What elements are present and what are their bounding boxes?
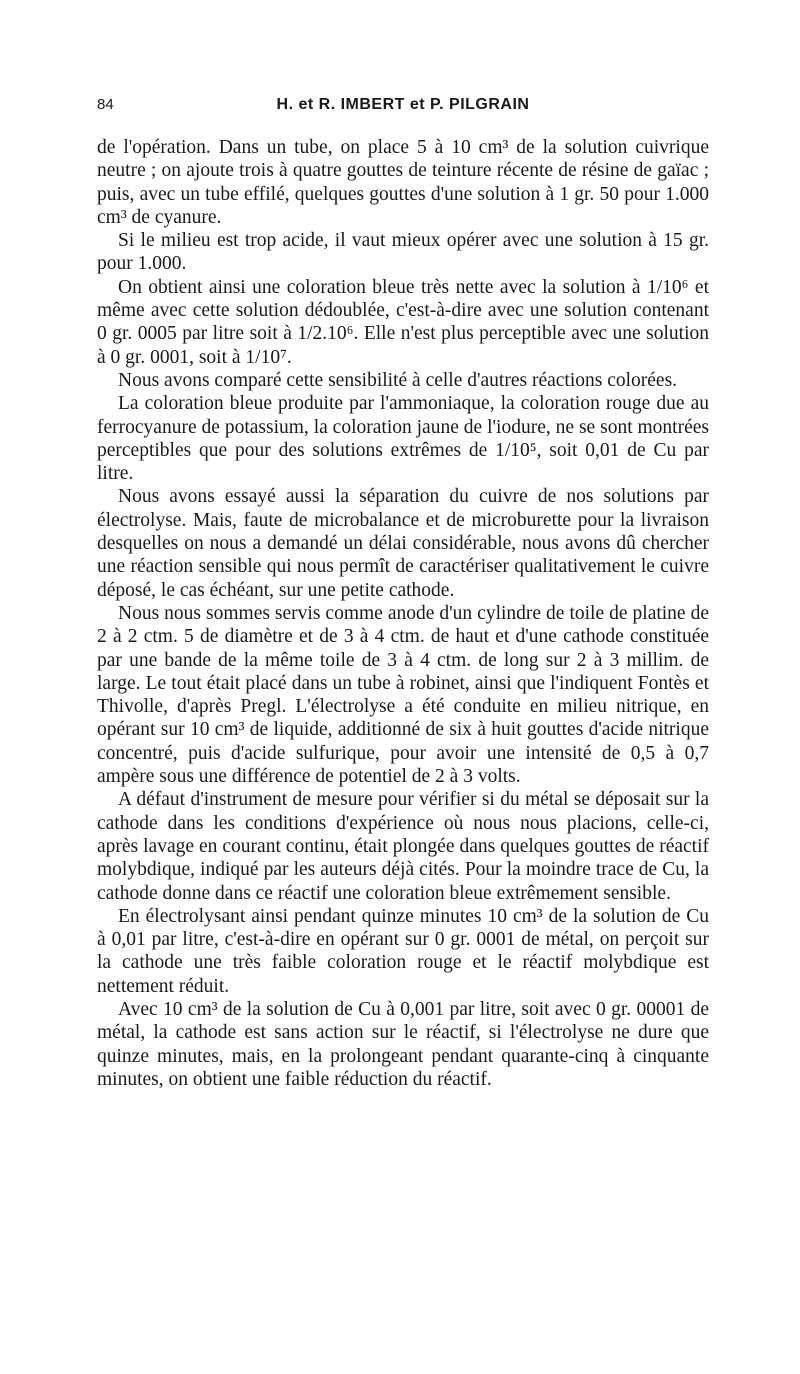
paragraph: A défaut d'instrument de mesure pour vérifier si du métal se déposait sur la cathode dans les conditions d'expérience où nous nous placions, celle-ci, après lavage en courant continu, était plongée dans quelques gouttes de réactif molybdique, indiqué par les auteurs déjà cités. Pour la moindre trace de Cu, la cathode donne dans ce réactif une coloration bleue extrêmement sensible. — [97, 789, 709, 904]
paragraph: Avec 10 cm³ de la solution de Cu à 0,001 par litre, soit avec 0 gr. 00001 de métal, la cathode est sans action sur le réactif, si l'électrolyse ne dure que quinze minutes, mais, en la prolongeant pendant quarante-cinq à cinquante minutes, on obtient une faible réduction du réactif. — [97, 998, 709, 1090]
page-number: 84 — [97, 96, 114, 113]
running-title: H. et R. IMBERT et P. PILGRAIN — [276, 96, 530, 113]
paragraph: Si le milieu est trop acide, il vaut mieux opérer avec une solution à 15 gr. pour 1.000. — [97, 230, 709, 275]
page-header — [97, 96, 709, 120]
body-text — [97, 136, 709, 1091]
paragraph: de l'opération. Dans un tube, on place 5 à 10 cm³ de la solution cuivrique neutre ; on ajoute trois à quatre gouttes de teinture récente de résine de gaïac ; puis, avec un tube effilé, quelques gouttes d'une solution à 1 gr. 50 pour 1.000 cm³ de cyanure. — [97, 137, 709, 228]
paragraph: En électrolysant ainsi pendant quinze minutes 10 cm³ de la solution de Cu à 0,01 par litre, c'est-à-dire en opérant sur 0 gr. 0001 de métal, on perçoit sur la cathode une très faible coloration rouge et le réactif molybdique est nettement réduit. — [97, 905, 709, 997]
paragraph: Nous avons essayé aussi la séparation du cuivre de nos solutions par électrolyse. Mais, faute de microbalance et de microburette pour la livraison desquelles on nous a demandé un délai considérable, nous avons dû chercher une réaction sensible qui nous permît de caractériser qualitativement le cuivre déposé, le cas échéant, sur une petite cathode. — [97, 486, 709, 601]
paragraph: On obtient ainsi une coloration bleue très nette avec la solution à 1/10⁶ et même avec cette solution dédoublée, c'est-à-dire avec une solution contenant 0 gr. 0005 par litre soit à 1/2.10⁶. Elle n'est plus perceptible avec une solution à 0 gr. 0001, soit à 1/10⁷. — [97, 276, 709, 368]
paragraph: Nous avons comparé cette sensibilité à celle d'autres réactions colorées. — [118, 369, 678, 391]
paragraph: La coloration bleue produite par l'ammoniaque, la coloration rouge due au ferrocyanure de potassium, la coloration jaune de l'iodure, ne se sont montrées perceptibles que pour des solutions extrêmes de 1/10⁵, soit 0,01 de Cu par litre. — [97, 393, 709, 485]
paragraph: Nous nous sommes servis comme anode d'un cylindre de toile de platine de 2 à 2 ctm. 5 de diamètre et de 3 à 4 ctm. de haut et d'une cathode constituée par une bande de la même toile de 3 à 4 ctm. de long sur 2 à 3 millim. de large. Le tout était placé dans un tube à robinet, ainsi que l'indiquent Fontès et Thivolle, d'après Pregl. L'électrolyse a été conduite en milieu nitrique, en opérant sur 10 cm³ de liquide, additionné de six à huit gouttes d'acide nitrique concentré, puis d'acide sulfurique, pour avoir une intensité de 0,5 à 0,7 ampère sous une différence de potentiel de 2 à 3 volts. — [97, 602, 709, 788]
